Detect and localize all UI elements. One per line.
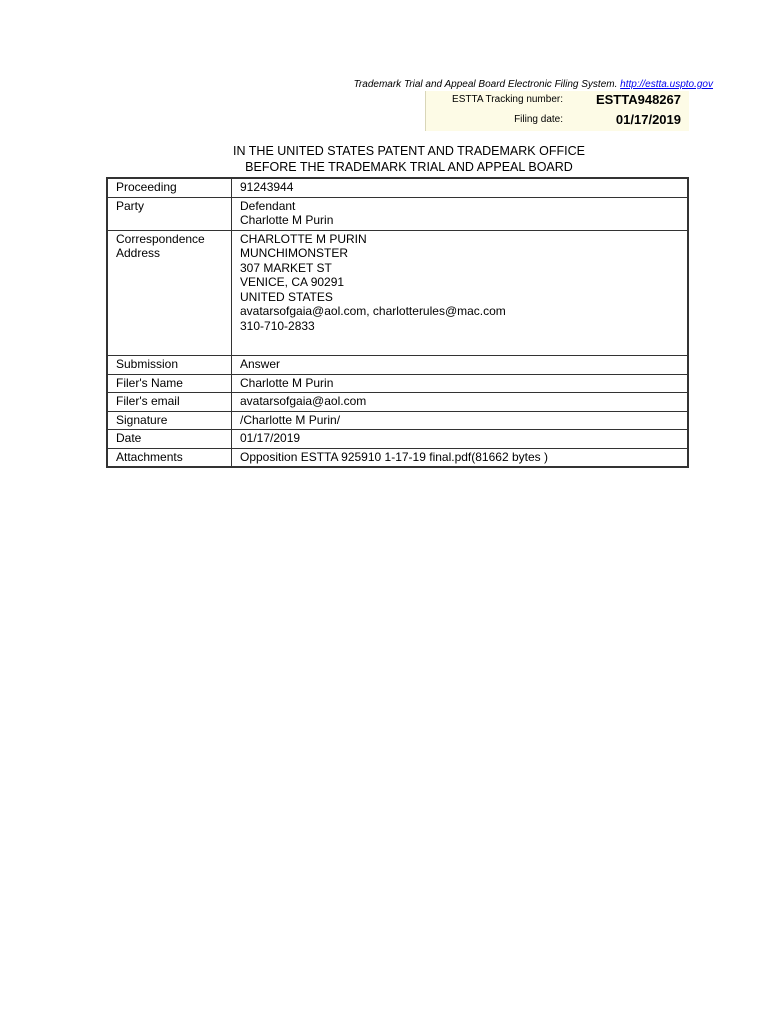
party-line-2: Charlotte M Purin (240, 213, 334, 227)
filing-date-value: 01/17/2019 (615, 112, 681, 127)
row-filers-email (107, 393, 688, 412)
row-signature (107, 411, 688, 430)
correspondence-label (107, 230, 232, 356)
tracking-number-value: ESTTA948267 (595, 92, 681, 107)
address-line-company: MUNCHIMONSTER (240, 246, 348, 260)
row-date (107, 430, 688, 449)
attachments-value: Opposition ESTTA 925910 1-17-19 final.pdf(81662 bytes ) (232, 448, 689, 467)
address-line-phone: 310-710-2833 (240, 318, 315, 333)
submission-label: Submission (107, 356, 232, 375)
attachments-label: Attachments (107, 448, 232, 467)
tracking-number-label: ESTTA Tracking number: (452, 94, 563, 105)
row-attachments (107, 448, 688, 467)
correspondence-label-line-2: Address (116, 246, 161, 260)
row-filers-name (107, 374, 688, 393)
document-heading (230, 143, 588, 175)
estta-header-line (354, 79, 713, 90)
proceeding-label: Proceeding (107, 178, 232, 197)
row-correspondence (107, 230, 688, 356)
filing-table (106, 177, 689, 468)
address-line-city: VENICE, CA 90291 (240, 275, 345, 289)
party-line-1: Defendant (240, 198, 296, 213)
date-value: 01/17/2019 (232, 430, 689, 449)
filers-email-label: Filer's email (107, 393, 232, 412)
filing-date-row (426, 111, 689, 131)
signature-label: Signature (107, 411, 232, 430)
estta-link[interactable]: http://estta.uspto.gov (620, 79, 713, 90)
row-proceeding (107, 178, 688, 197)
proceeding-value: 91243944 (232, 178, 689, 197)
party-label: Party (107, 197, 232, 230)
estta-system-text: Trademark Trial and Appeal Board Electronic Filing System. (353, 79, 618, 90)
address-line-name: CHARLOTTE M PURIN (240, 231, 367, 246)
submission-value: Answer (232, 356, 689, 375)
filers-name-value: Charlotte M Purin (232, 374, 689, 393)
address-line-emails: avatarsofgaia@aol.com, charlotterules@mac.com (240, 304, 506, 318)
row-submission (107, 356, 688, 375)
heading-line-1: IN THE UNITED STATES PATENT AND TRADEMARK OFFICE (233, 144, 585, 158)
signature-value: /Charlotte M Purin/ (232, 411, 689, 430)
tracking-box (425, 91, 689, 131)
row-party (107, 197, 688, 230)
filers-email-value: avatarsofgaia@aol.com (232, 393, 689, 412)
filers-name-label: Filer's Name (107, 374, 232, 393)
tracking-number-row (426, 91, 689, 111)
party-value (232, 197, 689, 230)
heading-line-2: BEFORE THE TRADEMARK TRIAL AND APPEAL BOARD (245, 160, 573, 174)
filing-date-label: Filing date: (514, 114, 563, 125)
correspondence-label-line-1: Correspondence (116, 231, 205, 246)
correspondence-value (232, 230, 689, 356)
address-line-country: UNITED STATES (240, 289, 333, 304)
address-line-street: 307 MARKET ST (240, 260, 332, 275)
date-label: Date (107, 430, 232, 449)
